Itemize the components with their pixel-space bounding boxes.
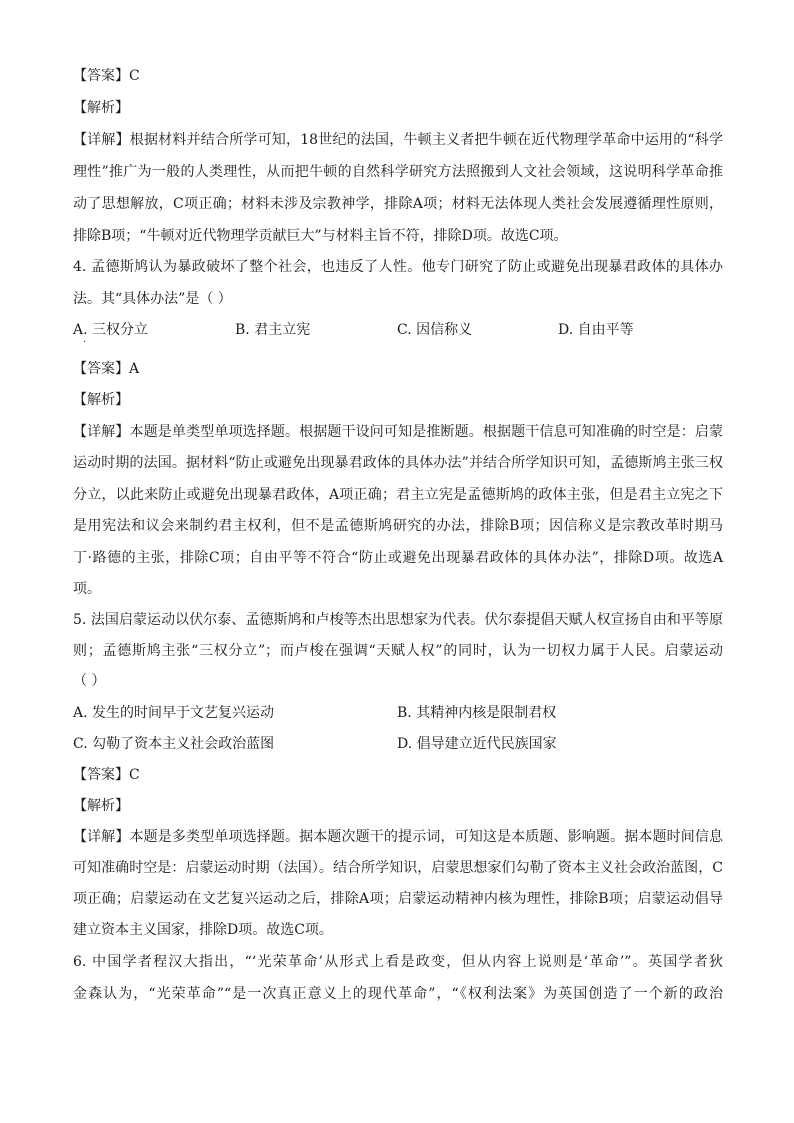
question-5-option-b: B. 其精神内核是限制君权 (397, 705, 557, 721)
explanation-line: 排除B项；“牛顿对近代物理学贡献巨大”与材料主旨不符，排除D项。故选C项。 (73, 228, 568, 244)
explanation-line: 【详解】本题是多类型单项选择题。据本题次题干的提示词，可知这是本质题、影响题。据本题时间信息 (73, 829, 723, 845)
question-4-option-b: B. 君主立宪 (235, 322, 311, 338)
explanation-line: 分立，以此来防止或避免出现暴君政体，A项正确；君主立宪是孟德斯鸠的政体主张，但是君主立宪之下 (73, 487, 723, 503)
answer-label-q3: 【答案】C (73, 68, 140, 84)
question-5-option-d: D. 倡导建立近代民族国家 (397, 736, 557, 752)
answer-label-q4: 【答案】A (73, 361, 140, 377)
question-4-stem: 4. 孟德斯鸠认为暴政破坏了整个社会，也违反了人性。他专门研究了防止或避免出现暴君政体的具体办 (73, 259, 723, 275)
explanation-line: 项正确；启蒙运动在文艺复兴运动之后，排除A项；启蒙运动精神内核为理性，排除B项；启蒙运动倡导 (73, 891, 723, 907)
answer-label-q5: 【答案】C (73, 767, 140, 783)
question-4-option-d: D. 自由平等 (558, 322, 634, 338)
stray-dot-mark: · (83, 337, 87, 348)
question-5-stem: 5. 法国启蒙运动以伏尔泰、孟德斯鸠和卢梭等杰出思想家为代表。伏尔泰提倡天赋人权宣扬自由和平等原 (73, 612, 723, 628)
analysis-label-q3: 【解析】 (73, 100, 129, 116)
question-4-option-a: A. 三权分立 (73, 322, 149, 338)
explanation-line: 理性”推广为一般的人类理性，从而把牛顿的自然科学研究方法照搬到人文社会领域，这说明科学革命推 (73, 164, 723, 180)
explanation-line: 可知准确时空是：启蒙运动时期（法国）。结合所学知识，启蒙思想家们勾勒了资本主义社会政治蓝图，C (73, 860, 723, 876)
explanation-line: 项。 (73, 581, 101, 597)
explanation-line: 动了思想解放，C项正确；材料未涉及宗教神学，排除A项；材料无法体现人类社会发展遵循理性原则， (73, 196, 723, 212)
explanation-line: 【详解】根据材料并结合所学可知，18世纪的法国，牛顿主义者把牛顿在近代物理学革命中运用的“科学 (73, 132, 723, 148)
question-6-stem: 金森认为，“光荣革命”“是一次真正意义上的现代革命”，“《权利法案》为英国创造了一个新的政治 (73, 986, 723, 1002)
explanation-line: 建立资本主义国家，排除D项。故选C项。 (73, 922, 333, 938)
question-4-option-c: C. 因信称义 (397, 322, 473, 338)
question-5-option-c: C. 勾勒了资本主义社会政治蓝图 (73, 736, 275, 752)
analysis-label-q4: 【解析】 (73, 392, 129, 408)
question-4-stem: 法。其“具体办法”是（ ） (73, 291, 232, 307)
question-5-option-a: A. 发生的时间早于文艺复兴运动 (73, 705, 275, 721)
question-5-stem: （ ） (73, 673, 106, 689)
question-6-stem: 6. 中国学者程汉大指出，“‘光荣革命’从形式上看是政变，但从内容上说则是‘革命’”。英国学者狄 (73, 954, 723, 970)
explanation-line: 运动时期的法国。据材料“防止或避免出现暴君政体的具体办法”并结合所学知识可知，孟德斯鸠主张三权 (73, 455, 723, 471)
explanation-line: 是用宪法和议会来制约君主权利，但不是孟德斯鸠研究的办法，排除B项；因信称义是宗教改革时期马 (73, 518, 723, 534)
explanation-line: 【详解】本题是单类型单项选择题。根据题干设问可知是推断题。根据题干信息可知准确的时空是：启蒙 (73, 424, 723, 440)
question-5-stem: 则；孟德斯鸠主张“三权分立”；而卢梭在强调“天赋人权”的同时，认为一切权力属于人民。启蒙运动 (73, 643, 723, 659)
analysis-label-q5: 【解析】 (73, 798, 129, 814)
explanation-line: 丁·路德的主张，排除C项；自由平等不符合“防止或避免出现暴君政体的具体办法”，排除D项。故选A (73, 550, 723, 566)
